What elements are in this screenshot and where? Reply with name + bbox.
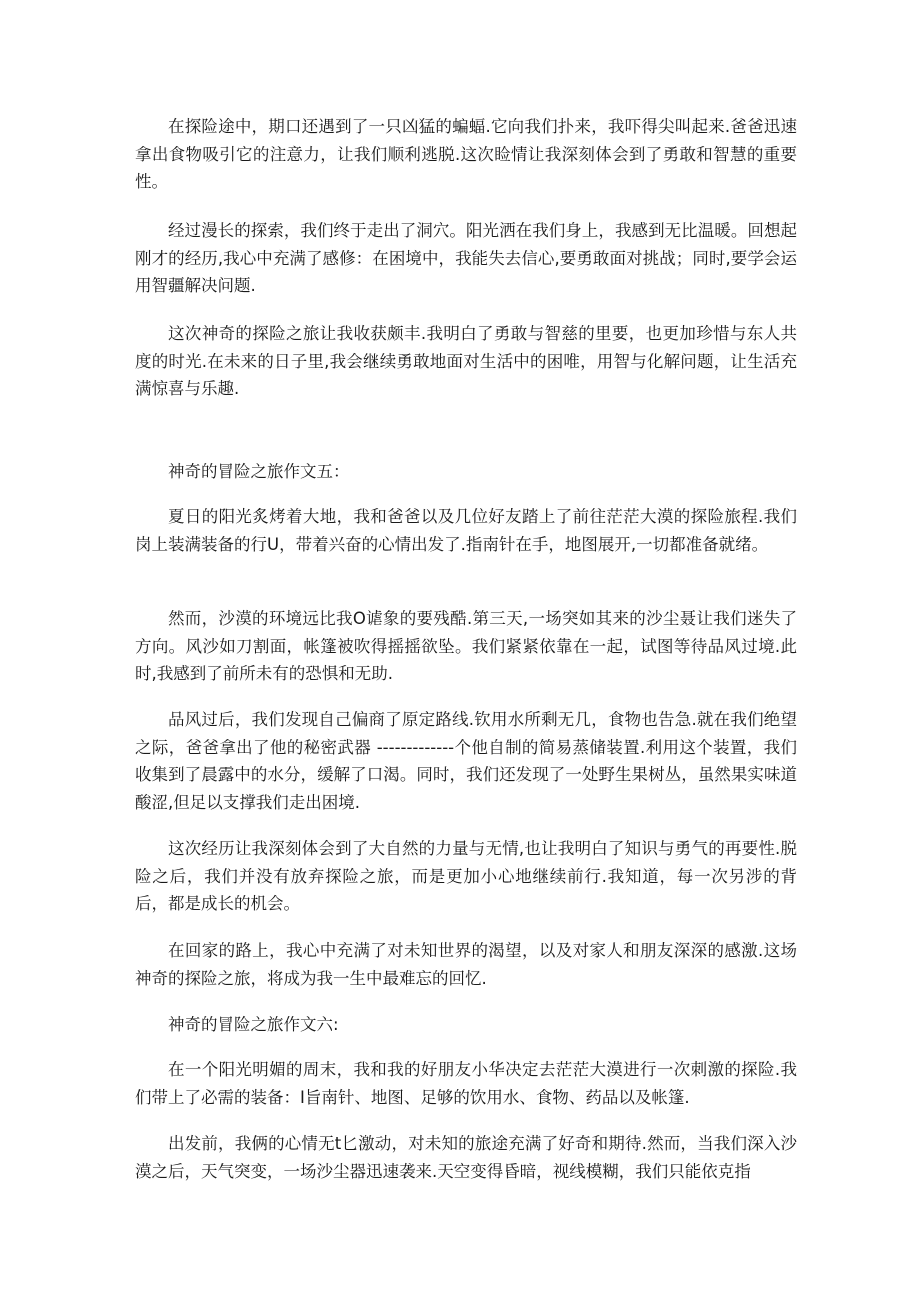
paragraph-leaving-cave: 经过漫长的探索，我们终于走出了洞穴。阳光洒在我们身上，我感到无比温暖。回想起刚才的经历,我心中充满了感修：在困境中，我能失去信心,要勇敢面对挑战；同时,要学会运用智疆解决问题. (135, 221, 797, 295)
essay-five-heading: 神奇的冒险之旅作文五： (168, 462, 350, 481)
paragraph-secret-weapon: 品风过后，我们发现自己偏商了原定路线.钦用水所剩无几，食物也告急.就在我们绝望之际，爸爸拿出了他的秘密武器 -------------个他自制的简易蒸储装置.利用这个装置，我们收集到了晨露中的水分，缓解了口渴。同时，我们还发现了一处野生果树丛，虽然果实味道酸涩,但足以支撑我们走出困境. (135, 710, 797, 812)
paragraph-departure-storm: 出发前，我俩的心情无t匕激动，对未知的旅途充满了好奇和期待.然而，当我们深入沙漠之后，天气突变，一场沙尘器迅速袭来.天空变得昏暗，视线模糊，我们只能依克指 (135, 1134, 797, 1181)
essay-six-heading: 神奇的冒险之旅作文六: (168, 1015, 339, 1034)
paragraph-reflection: 这次神奇的探险之旅让我收获颇丰.我明白了勇敢与智慈的里要，也更加珍惜与东人共度的时光.在未来的日子里,我会继续勇敢地面对生活中的困唯，用智与化解问题，让生活充满惊喜与乐趣. (135, 324, 797, 398)
paragraph-sandstorm: 然而，沙漠的环境远比我O谑象的要残酷.第三天,一场突如其来的沙尘聂让我们迷失了方向。风沙如刀割面，帐篷被吹得摇摇欲坠。我们紧紧依靠在一起，试图等待品风过境.此时,我感到了前所未有的恐惧和无助. (135, 609, 797, 683)
paragraph-bat-encounter: 在探险途中，期口还遇到了一只凶猛的蝙蝠.它向我们扑来，我吓得尖叫起来.爸爸迅速拿出食物吸引它的注意力，让我们顺利逃脱.这次睑情让我深刻体会到了勇敢和智慧的重要性。 (135, 117, 797, 191)
paragraph-weekend-plan: 在一个阳光明媚的周末，我和我的好朋友小华决定去茫茫大漠进行一次刺激的探险.我们带上了必需的装备：I旨南针、地图、足够的饮用水、食物、药品以及帐篷. (135, 1060, 797, 1107)
paragraph-lesson-learned: 这次经历让我深刻体会到了大自然的力量与无情,也让我明白了知识与勇气的再要性.脱险之后，我们并没有放弃探险之旅，而是更加小心地继续前行.我知道，每一次另涉的背后，都是成长的机会。 (135, 839, 797, 913)
paragraph-way-home: 在回家的路上，我心中充满了对未知世界的渴望，以及对家人和朋友深深的感激.这场神奇的探险之旅，将成为我一生中最难忘的回忆. (135, 941, 797, 988)
paragraph-desert-departure: 夏日的阳光炙烤着大地，我和爸爸以及几位好友踏上了前往茫茫大漠的探险旅程.我们岗上装满装备的行U，带着兴奋的心情出发了.指南针在手，地图展开,一切都准备就绪。 (135, 507, 797, 554)
